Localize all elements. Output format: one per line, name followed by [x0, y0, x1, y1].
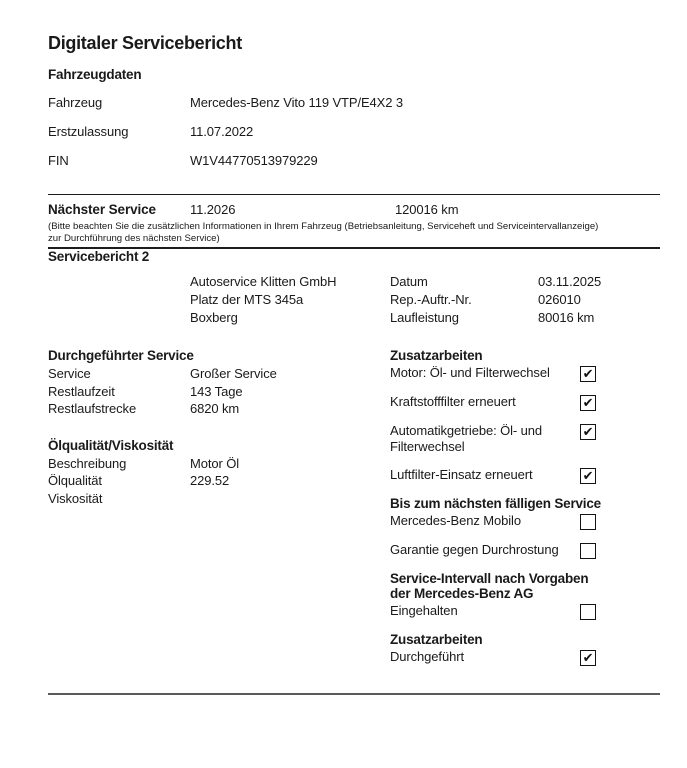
- checkbox-automatic-transmission[interactable]: [580, 424, 596, 440]
- workshop-address: [190, 273, 390, 327]
- first-registration-row: [48, 124, 660, 140]
- remaining-distance-row: [48, 400, 390, 418]
- checkmark-icon: ✔: [582, 468, 594, 483]
- checkbox-label: Motor: Öl- und Filterwechsel: [390, 365, 550, 380]
- checkbox-engine-oil-filter[interactable]: [580, 366, 596, 382]
- until-next-service-heading: Bis zum nächsten fälligen Service: [390, 496, 601, 511]
- repair-order-label: Rep.-Auftr.-Nr.: [390, 292, 472, 307]
- oil-description-label: Beschreibung: [48, 455, 127, 471]
- vehicle-row: [48, 95, 660, 111]
- mileage-row: [390, 309, 660, 327]
- viscosity-label: Viskosität: [48, 490, 103, 506]
- remaining-time-value: 143 Tage: [190, 383, 243, 399]
- checkbox-row-interval-kept: [390, 603, 596, 620]
- oil-quality-value: 229.52: [190, 473, 230, 488]
- checkmark-icon: ✔: [582, 650, 594, 665]
- page-title: Digitaler Servicebericht: [48, 33, 242, 53]
- divider-top: [48, 194, 660, 195]
- checkbox-row-rust-warranty: [390, 542, 596, 559]
- next-service-date: 11.2026: [190, 202, 236, 217]
- performed-service-column: [48, 348, 390, 507]
- checkbox-air-filter[interactable]: [580, 468, 596, 484]
- service-report-heading: Servicebericht 2: [48, 249, 150, 264]
- vehicle-value: Mercedes-Benz Vito 119 VTP/E4X2 3: [190, 95, 404, 110]
- checkbox-label: Kraftstofffilter erneuert: [390, 394, 516, 409]
- checkbox-label: Eingehalten: [390, 603, 458, 618]
- next-service-mileage: 120016 km: [395, 202, 459, 217]
- checkbox-interval-kept[interactable]: [580, 604, 596, 620]
- remaining-distance-label: Restlaufstrecke: [48, 401, 137, 416]
- checkbox-row-air-filter: [390, 467, 596, 484]
- checkbox-row-mobilo: [390, 513, 596, 530]
- checkbox-row-automatic-transmission: [390, 423, 596, 455]
- additional-work-done-heading: Zusatzarbeiten: [390, 632, 483, 647]
- workshop-street: Platz der MTS 345a: [190, 292, 304, 307]
- remaining-time-label: Restlaufzeit: [48, 383, 115, 399]
- workshop-details: [390, 273, 660, 327]
- remaining-distance-value: 6820 km: [190, 401, 240, 416]
- checklist-column: [390, 348, 601, 678]
- workshop-block: [190, 273, 660, 327]
- checkbox-work-done[interactable]: [580, 650, 596, 666]
- workshop-name: Autoservice Klitten GmbH: [190, 274, 337, 289]
- checkbox-fuel-filter[interactable]: [580, 395, 596, 411]
- checkbox-label: Automatikgetriebe: Öl- und Filterwechsel: [390, 423, 543, 454]
- vehicle-label: Fahrzeug: [48, 95, 103, 110]
- next-service-section: [48, 202, 660, 244]
- checkmark-icon: ✔: [582, 424, 594, 439]
- service-row: [48, 365, 390, 383]
- checkbox-label: Luftfilter-Einsatz erneuert: [390, 467, 533, 482]
- remaining-time-row: [48, 383, 390, 401]
- performed-service-section: [48, 348, 390, 418]
- vehicle-data-heading: Fahrzeugdaten: [48, 67, 142, 82]
- oil-description-row: [48, 455, 390, 473]
- checkbox-label: Durchgeführt: [390, 649, 464, 664]
- date-label: Datum: [390, 274, 428, 289]
- oil-quality-row: [48, 472, 390, 490]
- fin-value: W1V44770513979229: [190, 153, 318, 168]
- viscosity-row: [48, 490, 390, 508]
- mileage-label: Laufleistung: [390, 310, 459, 325]
- checkmark-icon: ✔: [582, 366, 594, 381]
- checkbox-row-engine-oil-filter: [390, 365, 596, 382]
- service-interval-heading: Service-Intervall nach Vorgaben der Mercedes-Benz AG: [390, 571, 589, 601]
- additional-work-heading: Zusatzarbeiten: [390, 348, 483, 363]
- fin-row: [48, 153, 660, 169]
- repair-order-row: [390, 291, 660, 309]
- date-value: 03.11.2025: [538, 274, 602, 289]
- next-service-heading: Nächster Service: [48, 202, 156, 217]
- divider-bottom: [48, 693, 660, 695]
- performed-service-heading: Durchgeführter Service: [48, 348, 194, 363]
- checkbox-row-fuel-filter: [390, 394, 596, 411]
- first-registration-label: Erstzulassung: [48, 124, 129, 139]
- checkbox-label: Mercedes-Benz Mobilo: [390, 513, 521, 528]
- service-value: Großer Service: [190, 366, 277, 381]
- mileage-value: 80016 km: [538, 310, 595, 325]
- oil-description-value: Motor Öl: [190, 455, 240, 471]
- checkbox-row-work-done: [390, 649, 596, 666]
- checkbox-rust-warranty[interactable]: [580, 543, 596, 559]
- oil-quality-label: Ölqualität: [48, 473, 102, 488]
- next-service-note: (Bitte beachten Sie die zusätzlichen Informationen in Ihrem Fahrzeug (Betriebsanleitung, Serviceheft und Serviceintervallanzeige) zur Durchführung des nächsten Service): [48, 221, 599, 244]
- checkbox-mobilo[interactable]: [580, 514, 596, 530]
- repair-order-value: 026010: [538, 292, 581, 307]
- next-service-row: [48, 202, 660, 218]
- oil-quality-heading: Ölqualität/Viskosität: [48, 437, 174, 453]
- checkmark-icon: ✔: [582, 395, 594, 410]
- viscosity-value: [190, 490, 390, 508]
- date-row: [390, 273, 660, 291]
- service-report-section: [48, 249, 660, 327]
- details-columns: [48, 348, 660, 678]
- vehicle-data-section: [48, 67, 660, 169]
- oil-quality-section: [48, 438, 390, 508]
- first-registration-value: 11.07.2022: [190, 124, 254, 139]
- fin-label: FIN: [48, 153, 69, 168]
- workshop-city: Boxberg: [190, 310, 238, 325]
- service-label: Service: [48, 366, 91, 381]
- checkbox-label: Garantie gegen Durchrostung: [390, 542, 559, 557]
